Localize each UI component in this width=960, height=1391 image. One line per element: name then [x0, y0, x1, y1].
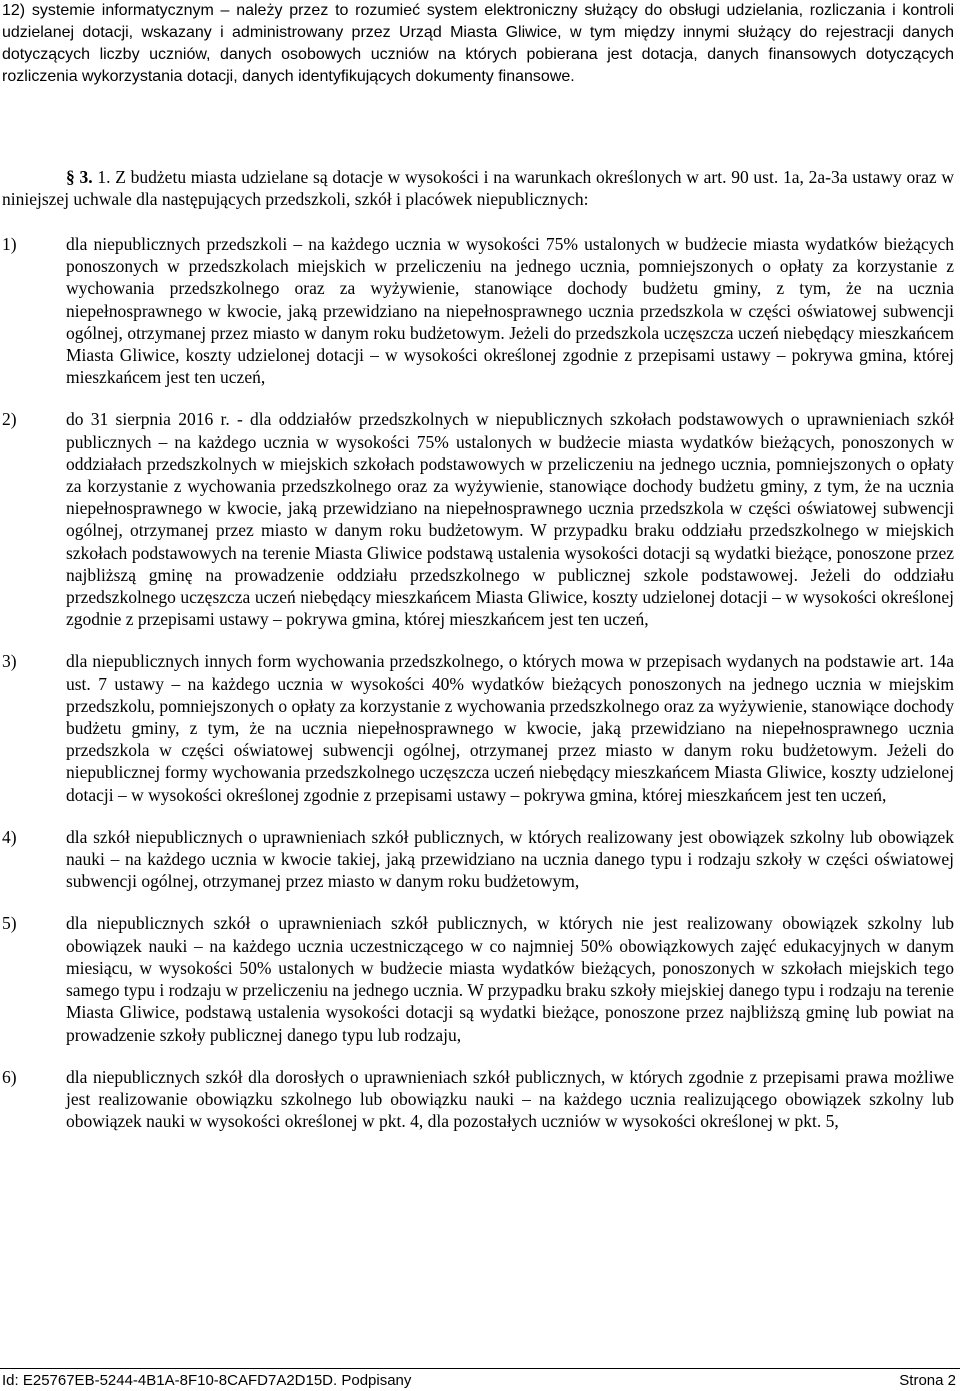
footer-document-id: Id: E25767EB-5244-4B1A-8F10-8CAFD7A2D15D. Podpisany: [2, 1372, 412, 1389]
list-item-text: dla szkół niepublicznych o uprawnieniach szkół publicznych, w których realizowany jest obowiązek szkolny lub obowiązek nauki – na każdego ucznia w kwocie takiej, jaką przewidziano na ucznia danego typu i rodzaju szkoły w części oświatowej subwencji ogólnej, otrzymanej przez miasto w danym roku budżetowym,: [66, 826, 954, 892]
intro-text: systemie informatycznym – należy przez to rozumieć system elektroniczny służący do obsługi udzielania, rozliczania i kontroli udzielanej dotacji, wskazany i administrowany przez Urząd Miasta Gliwice, w tym między innymi służący do rejestracji danych dotyczących liczby uczniów, danych osobowych uczniów na których pobierana jest dotacja, danych finansowych dotyczących rozliczenia wykorzystania dotacji, danych identyfikujących dokumenty finansowe.: [2, 2, 955, 86]
list-item: [2, 1066, 954, 1133]
list-item: [2, 826, 954, 893]
list-item: [2, 408, 954, 630]
list-item: [2, 233, 954, 388]
list-item-text: do 31 sierpnia 2016 r. - dla oddziałów przedszkolnych w niepublicznych szkołach podstawowych o uprawnieniach szkół publicznych – na każdego ucznia w wysokości 75% ustalonych w budżecie miasta wydatków bieżących, ponoszonych w oddziałach przedszkolnych w miejskich szkołach podstawowych w przeliczeniu na jednego ucznia, pomniejszonych o opłaty za korzystanie z wychowania przedszkolnego oraz za wyżywienie, stanowiące dochody budżetu gminy, z tym, że na ucznia niepełnosprawnego w kwocie, jaką przewidziano na niepełnosprawnego ucznia przedszkola w części oświatowej subwencji ogólnej, otrzymanej przez miasto w danym roku budżetowym. W przypadku braku oddziału przedszkolnego w miejskich szkołach podstawowych na terenie Miasta Gliwice podstawą ustalenia wysokości dotacji są wydatki bieżące, ponoszone przez najbliższą gminę na prowadzenie oddziału przedszkolnego w publicznej szkole podstawowej. Jeżeli do oddziału przedszkolnego uczęszcza uczeń niebędący mieszkańcem Miasta Gliwice, koszty udzielonej dotacji – w wysokości określonej zgodnie z przepisami ustawy – pokrywa gmina, której mieszkańcem jest ten uczeń,: [66, 409, 954, 630]
list-item-text: dla niepublicznych innych form wychowania przedszkolnego, o których mowa w przepisach wydanych na podstawie art. 14a ust. 7 ustawy – na każdego ucznia w wysokości 40% wydatków bieżących ponoszonych na jednego ucznia w miejskim przedszkolu, pomniejszonych o opłaty za korzystanie z wychowania przedszkolnego oraz za wyżywienie, stanowiące dochody budżetu gminy, z tym, że na ucznia niepełnosprawnego w kwocie, jaką przewidziano na niepełnosprawnego ucznia przedszkola w części oświatowej subwencji ogólnej, otrzymanej przez miasto w danym roku budżetowym. Jeżeli do niepublicznej formy wychowania przedszkolnego uczęszcza uczeń niebędący mieszkańcem Miasta Gliwice, koszty udzielonej dotacji – w wysokości określonej zgodnie z przepisami ustawy – pokrywa gmina, której mieszkańcem jest ten uczeń,: [66, 651, 954, 805]
section-paragraph: [2, 166, 954, 210]
footer-divider: [0, 1368, 960, 1369]
list-item: [2, 650, 954, 805]
dotation-list: [2, 233, 954, 1152]
list-item-marker: 1): [2, 234, 17, 254]
list-item-marker: 5): [2, 913, 17, 934]
list-item-marker: 6): [2, 1066, 17, 1087]
list-item-marker: 3): [2, 651, 17, 672]
list-item-marker: 2): [2, 409, 17, 430]
list-item: [2, 912, 954, 1045]
intro-marker: 12): [2, 2, 26, 19]
list-item-marker: 4): [2, 826, 17, 847]
list-item-text: dla niepublicznych szkół dla dorosłych o uprawnieniach szkół publicznych, w których zgodnie z przepisami prawa możliwe jest realizowanie obowiązku szkolnego lub obowiązku nauki – na każdego ucznia realizującego obowiązek szkolny lub obowiązek nauki w wysokości określonej w pkt. 4, dla pozostałych uczniów w wysokości określonej w pkt. 5,: [66, 1066, 954, 1132]
section-text: 1. Z budżetu miasta udzielane są dotacje w wysokości i na warunkach określonych w art. 90 ust. 1a, 2a-3a ustawy oraz w niniejszej uchwale dla następujących przedszkoli, szkół i placówek niepublicznych:: [2, 167, 955, 210]
footer-page-number: Strona 2: [899, 1372, 956, 1389]
intro-paragraph: [2, 0, 954, 88]
section-number: § 3.: [66, 167, 93, 187]
list-item-text: dla niepublicznych przedszkoli – na każdego ucznia w wysokości 75% ustalonych w budżecie miasta wydatków bieżących ponoszonych w przedszkolach miejskich w przeliczeniu na jednego ucznia, pomniejszonych o opłaty za korzystanie z wychowania przedszkolnego oraz za wyżywienie, stanowiące dochody budżetu gminy, z tym, że na ucznia niepełnosprawnego w kwocie, jaką przewidziano na niepełnosprawnego ucznia przedszkola w części oświatowej subwencji ogólnej, otrzymanej przez miasto w danym roku budżetowym. Jeżeli do przedszkola uczęszcza uczeń niebędący mieszkańcem Miasta Gliwice, koszty udzielonej dotacji – w wysokości określonej zgodnie z przepisami ustawy – pokrywa gmina, której mieszkańcem jest ten uczeń,: [66, 234, 954, 388]
list-item-text: dla niepublicznych szkół o uprawnieniach szkół publicznych, w których nie jest realizowany obowiązek szkolny lub obowiązek nauki – na każdego ucznia uczestniczącego w co najmniej 50% obowiązkowych zajęć edukacyjnych w danym miesiącu, w wysokości 50% ustalonych w budżecie miasta wydatków bieżących, ponoszonych w szkołach miejskich tego samego typu i rodzaju w przeliczeniu na jednego ucznia. W przypadku braku szkoły miejskiej danego typu i rodzaju na terenie Miasta Gliwice, podstawą ustalenia wysokości dotacji są wydatki bieżące, ponoszone przez najbliższą gminę lub powiat na prowadzenie szkoły publicznej danego typu lub rodzaju,: [66, 913, 954, 1045]
